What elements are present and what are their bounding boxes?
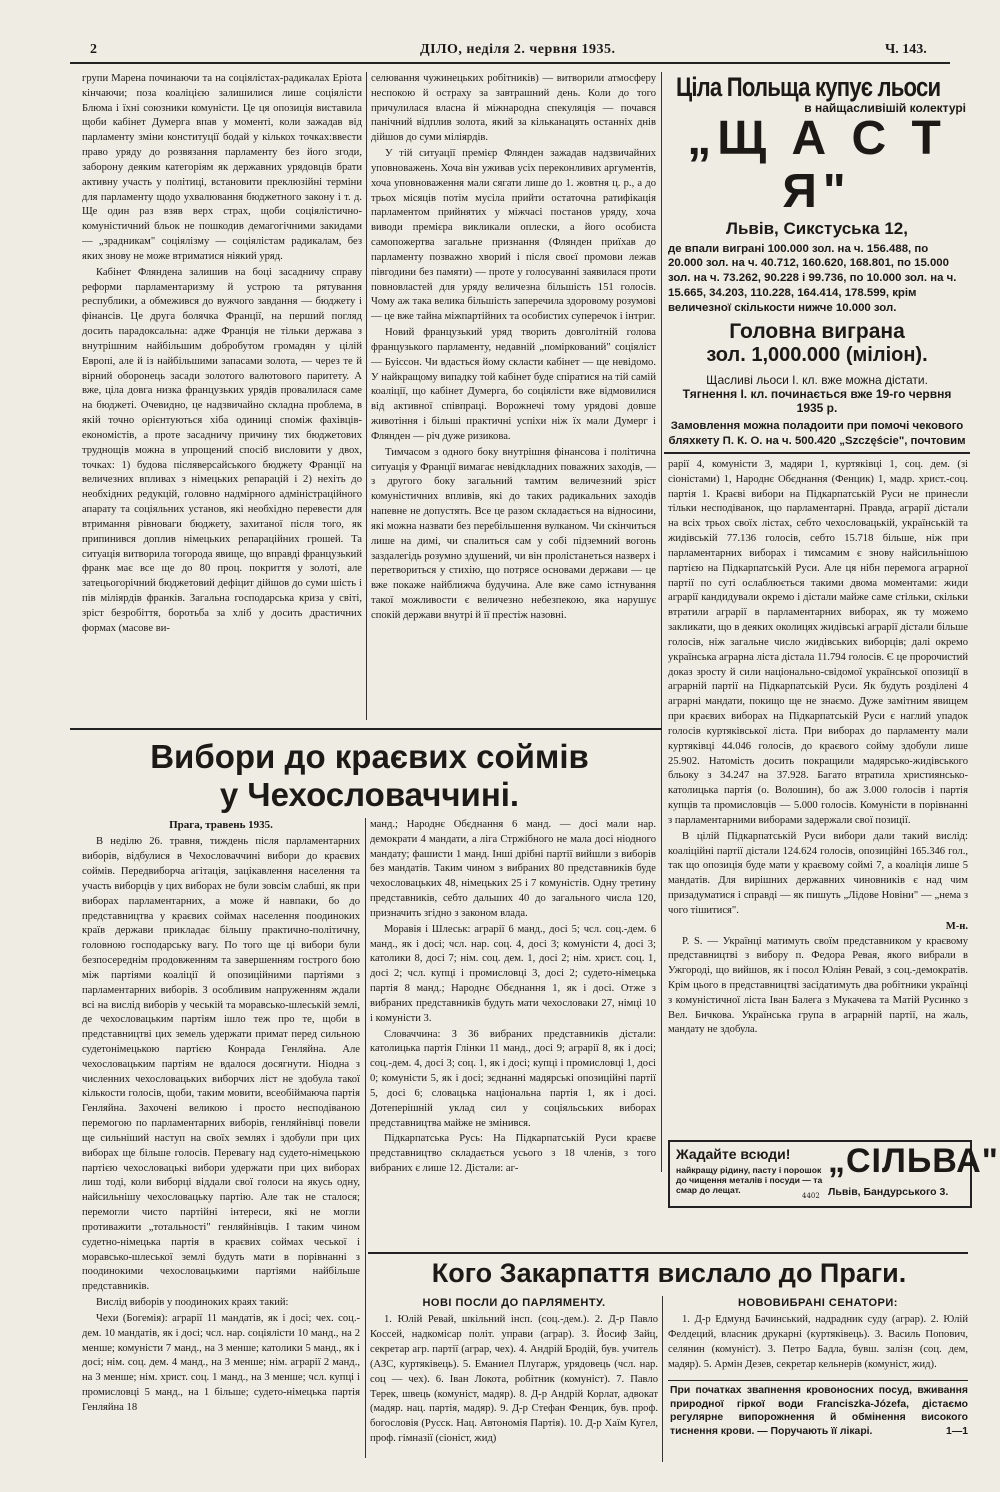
issue-number: Ч. 143. — [885, 42, 927, 57]
headline-line: у Чехословаччині. — [219, 775, 520, 813]
paragraph: манд.; Народнє Обєднання 6 манд. — досі мали нар. демократи 4 мандати, а ліга Стржібного не мала досі ніодного мандату; фашисти 1 манд. Інші дрібні партії вийшли з виборів без мандатів. Таким чином з вибраних 80 представників буде чехословацьких 48, німецьких 25 і 7 комуністів. Одну третину представників, себто дальших 40 до загального числа 120, призначить згідно з законом влада. — [370, 819, 656, 919]
notice-rule — [668, 1380, 968, 1381]
paragraph: В неділю 26. травня, тиждень після парламентарних виборів, відбулися в Чехословаччині вибори до краєвих соймів. Передвиборча агітація, зацікавлення населення та участь виборців у цих виборах не були зовсім слабші, як при виборах парламентарних, а може й навпаки, бо до представництва у краєвих соймах населення поодиноких країв держави прикладає більшу практично-політичну, головною господарську вагу. По того ще ці вибори були безпосереднім продовженням та завершенням гострого бою між партіями коаліції й опозиційними партіями з парламентарних виборів. З особливим напруженням ждали всі на вислід виборів у чеській та моравсько-шлеській землі, де чехословацьким партіям ішло теж про те, щоби в представництві цих земель удержати примат перед сильною судетонімецькою партією Конрада Генляйна. Але чехословацьким партіям не вдалося досягнути. Ніодна з численних чехословацьких виборчих ліст не здобула такої кількости голосів, щоби, таким мовити, всеобіймаюча партія Генляйна. Захочені великою і просто несподіваною перемогою по парламентарних виборів, генляйнівці повели ще сильніший наступ на своїх землях і здобули при цих виборах ще більше голосів. Перевагу над судето-німецькою партією чехословацькі вибори удержати при цих виборах лиш тоді, коли виборці віддали свої голоси на якусь одну, найсильнішу чехословацьку партію. Але так не сталося; перемогли чисто партійні інтереси, які не могли противажити „тотальності" генляйнівців. І таким чином судетно-німецька партія в краєвих соймах чеської і моравсько-шлеської землі будуть мати в порівнанні з поодинокими чехословацькими партіями найбільше представників. — [82, 836, 360, 1293]
article-france-col1 — [82, 72, 362, 724]
header-rule — [70, 62, 950, 64]
ad-main-prize: Головна виграна — [729, 319, 905, 343]
ad-draw-date: Тягнення І. кл. починається вже 19-го червня 1935 р. — [682, 386, 952, 415]
senators-list — [668, 1296, 968, 1376]
silva-brand: „СІЛЬВА" — [828, 1142, 999, 1180]
ad-order-info: Замовлення можна поладоити при помочі чекового бляхкету П. К. О. на ч. 500.420 „Szczęście", почтовим — [668, 419, 966, 447]
paragraph: групи Марена починаючи та на соціялістах-радикалах Еріота кінчаючи; поза коаліцією залишилися лише соціялісти Блюма і їхні союзники комуністи. Це ця опозиція виставила щоби кабінет Думерга впав у моменті, коли зажадав від парламенту зміни конституції бодай у кількох точках:ввести право уряду до розвязання парламенту без його згоди, заборону деяким категоріям як державних урядовців брати активну участь у політиці, встановити преклюзійні терміни для парламенту щодо ухвалювання бюджетного закону і т. д. Ще один раз взяв верх страх, щоби соціялістично-комуністичний бльок не пошкодив демагогічними закидами — „зрадникам" соціялізму — соціялістам радикалам, без яких знову не може втриматися ніякий уряд. — [82, 73, 362, 262]
elections-col-a — [82, 818, 360, 1460]
paragraph: У тій ситуації премієр Флянден зажадав надзвичайних уповноважень. Хоча він уживав усіх переконливих аргументів, хоча уповноваження мали сягати лише до 1. жовтня ц. р., а до трьох місяців потім мусіла прийти остаточна ратифікація парламентом прийнятих у міжчасі постанов уряду, хоча виводи премієра викликали оплески, а його особиста самопожертва загальне признання (Флянден приїхав до парламенту позважно хворий і після своєї промови лежав півгодини без памяти) — проте у голосуванні заявилася проти повновластей для уряду величезна більшість 151 голосів. Чому аж така велика більшість заперечила здоровому розумові — це вже тайна міжпартійних та особистих суперечок і інтриг. — [371, 148, 656, 323]
page-number: 2 — [90, 42, 97, 57]
paragraph: селювання чужинецьких робітників) — витворили атмосферу неспокою й остраху за завтрашний день. Коли до того причулилася власна й міжнародна спекуляція — почався панічний відплив золота, який за кільканацять останніх днів дійшов до суми міліярдів. — [371, 73, 656, 144]
article-france-col2 — [371, 72, 656, 724]
ad-address: Львів, Сикстуська 12, — [726, 218, 908, 238]
paragraph: В цілій Підкарпатській Руси вибори дали такий вислід: коаліційні партії дістали 124.624 голосів, опозиційні 165.346 гол., так що опозиція буде мати у краєвому соймі 7, а коаліція лише 5 мандатів. Для вирішних державних чиновників є над чим призадуматися і справді — як пишуть „Лідове Новіни" — „нема з чого тішитися". — [668, 830, 968, 916]
masthead: ДІЛО, неділя 2. червня 1935. — [420, 42, 616, 57]
paragraph: Моравія і Шлеськ: аграрії 6 манд., досі 5; чсл. соц.-дем. 6 манд., як і досі; чсл. нар. соц. 4, досі 3; комуністи 4, досі 3; католики 8, досі 7; нім. соц. дем. 1, досі 2; нім. христ. соц. 1, досі 2; чсл. купці і промисловці 3, досі 2; судето-німецька партія 8 манд.; Народнє Обєднання 1, як і досі. Отже з вибраних представників будуть мати чехословаки 27, німці 10 і комуністи 3. — [370, 923, 656, 1024]
section-rule — [70, 728, 662, 730]
paragraph: Новий французький уряд творить довголітній голова французького парламенту, недавній „поміркований" соціяліст — Буіссон. Чи вдасться йому скласти кабінет — ще невідомо. У найкращому випадку той кабінет буде спіратися на тій самій коаліції, що кабінет Думерга, бо соціялісти вже відмовилися від активної співпраці. Ворожнечі тому урядові довше животіння і більші практичні успіхи ніж їх мали Думерг і Флянден — річ дуже ризикова. — [371, 327, 656, 442]
paragraph: Кабінет Фляндена залишив на боці засадничу справу реформи парламентаризму й устрою та рятування республики, а обмежився до вужчого завдання — бюджету і фінансів. Це друга болячка Франції, на перший погляд досить парадоксальна: адже Франція не тільки держава з внутрішним найбільшим добробутом громадян у цілій Европі, але й із найбільшими запасами золота, — через те й вірний оборонець засади золотого валютового паритету. А вже, ціла довга низка французьких урядів провалилася саме на бюджеті. Очевидно, це надзвичайно складна проблема, в якій точно орієнтуються хіба одиниці споміж фахівців-економістів, а проте засадничу причину тих бюджетових труднощів можна в упрощений спосіб висловити у двох, точках: 1) будова післяверсайського бюджету Франції на величезних впливах з німецьких репарацій і 2) нехіть до необхідних редукцій, головно надмірного адміністраційного апарату та соціяльних установ, які необхідно перевести для втримання рівноваги бюджету, захитаної після того, як припинився доплив німецьких репараційних грошей. Та ситуація витворила тогорода явище, що вправді французький франк має все ще до 80 проц. покриття у золоті, але затецьогорічний бюджетовий дефіцит дійшов до суми шість і пів міліярдів франків. Загальна господарська криза у світі, зріст безробіття, боротьба за хліб у досить драстичних формах (масове ви- — [82, 266, 362, 634]
deputies-text: 1. Юлій Ревай, шкільний інсп. (соц.-дем.). 2. Д-р Павло Коссей, надкомісар політ. управи (аграр). 3. Йосиф Зайц, секретар агр. партії (аграр, чех). 4. Андрій Бродій, був. учитель (АЗС, куртяківець). 5. Еманиел Плугарж, урядовець (чсл. нар. соц — чех). 6. Іван Локота, робітник (комуніст). 7. Павло Терек, швець (комуніст, мадяр). 8. Д-р Андрій Корлат, адвокат (мадяр. нац. партія, мадяр). 9. Д-р Стефан Фенцик, був. проф. богословія (Русск. Нац. Автономія Партія). 10. Д-р Хаїм Кугел, проф. гімназії (сіоніст, жид) — [370, 1314, 658, 1445]
senators-text: 1. Д-р Едмунд Бачинський, надрадник суду (аграр). 2. Юлій Фелдеций, власник друкарні (куртяківець). 3. Василь Попович, селянин (комуніст). 3. Петро Бадла, бувш. залізн (соц. дем, мадяр). 5. Армін Дезев, секретар кельнерів (комуніст, жид). — [668, 1314, 968, 1370]
column-divider — [365, 818, 366, 1458]
headline-line: Вибори до краєвих соймів — [150, 738, 589, 775]
column-divider — [661, 72, 662, 1172]
paragraph: Р. S. — Українці матимуть своїм представником у краєвому представництві з вибору п. Федора Ревая, якого вибрали в Ужгороді, що вийшов, як і посол Юліян Ревай, з соц.-демократів. Крім цього в представництві засідатимуть два робітники українці з комуністичної ліста Іван Балега з Мукачева та Матій Русинко з Вел. Бичкова. Українська група в аграрній партії, на жаль, мандату не здобула. — [668, 935, 968, 1036]
elections-col-b — [370, 818, 656, 1250]
ad-subtitle: в найщасливішій колектурі — [804, 101, 966, 115]
paragraph: Чехи (Богемія): аграрії 11 мандатів, як і досі; чех. соц.-дем. 10 мандатів, як і досі; чсл. нар. соціялісти 10 манд., на 2 менше; комуністи 7 манд., на 3 менше; католики 5 манд., як і досі; нім. соц. дем. 4 манд., на 3 менше; нім. аграрії 2 манд., на 3 менше; нім. христ. соц. 1 манд., на 3 менше; чсл. купці і промисловці 5 манд., на 1 більше; судето-німецька партія Генляйна 18 — [82, 1312, 360, 1413]
paragraph: Тимчасом з одного боку внутрішня фінансова і політична ситуація у Франції вимагає невідкладних поважних заходів, — з другого боку загальний тамтим величезний зріст комуністичних впливів, які до таких радикальних заходів напевне не допустять. Все це разом складається на відносини, які можна назвати без перебільшення вулканом. Чи скінчиться лише на димі, чи спалиться сам у собі підземний вогонь заздалегідь розумно здушений, чи він пролістанеться назверх і перетвориться у стихію, що потрясе основами держави — це вже покаже найближча будучина. Але вже само істнування такої можливости є величезно небезпекою, яка нарушує спокій держави внутрі й її престіж назовні. — [371, 446, 656, 621]
ad-title: Ціла Польща купує льоси — [676, 72, 941, 102]
section-rule — [368, 1252, 968, 1254]
paragraph: Підкарпатська Русь: На Підкарпатській Руси краєве представництво складається усього з 18 членів, з того вибраних є лише 12. Дістали: аг- — [370, 1133, 656, 1175]
paragraph: Словаччина: З 36 вибраних представників дістали: католицька партія Глінки 11 манд., досі 9; аграрії 8, як і досі; соц.-дем. 4, досі 3; соц. 1, як і досі; купці і промисловці 1, досі 0; комуністи 5, як і досі; зєднанні мадярські опозиційні партії 5, досі 6; словацька національна партія 1, як і досі. Дотеперішній уклад сил у соціяльських виборах представництва майже не змінився. — [370, 1028, 656, 1129]
lottery-ad — [668, 72, 966, 450]
ad-available: Щасливі льоси І. кл. вже можна дістати. — [706, 372, 928, 387]
elections-headline — [82, 738, 657, 814]
carpathia-headline: Кого Закарпаття вислало до Праги. — [431, 1258, 907, 1288]
silva-desc: найкращу рідину, пасту і порошок до чищення металів і посуди — та смар до лещат. — [676, 1165, 823, 1195]
silva-address: Львів, Бандурського 3. — [828, 1186, 949, 1198]
silva-call: Жадайте всюди! — [676, 1146, 791, 1162]
silva-code: 4402 — [802, 1192, 820, 1200]
column-divider — [366, 72, 367, 720]
deputies-heading: НОВІ ПОСЛИ ДО ПАРЛЯМЕНТУ. — [422, 1297, 606, 1309]
senators-heading: НОВОВИБРАНІ СЕНАТОРИ: — [738, 1297, 898, 1309]
ad-rule — [664, 452, 970, 454]
paragraph: Вислід виборів у поодиноких краях такий: — [96, 1297, 289, 1309]
paragraph: рарії 4, комуністи 3, мадяри 1, куртяківці 1, соц. дем. (зі сіоністами) 1, Народнє Обєднання (Фенцик) 1, мадр. христ.-соц. партія 1. Краєві вибори на Підкарпатській Руси не принесли тільки несподіванок, що парламентарні. Правда, аграрії дістали на всіх трьох своїх лістах, себто чехословацькій, українській та жидівській 77.136 голосів, себто 15.718 більше, ніж при парламентарних виборах і тимсамим є знову найсильнішою партією на Підкарпатській Руси. Але ця нібн перемога аграрної партії по суті ослаблюється такими двома моментами: жиди аграрії кандидували окремо і дістали майже саме стільки, скільки втратили аграрії в парламентарних виборах, як ту можемо закликати, що в деяких околицях жидівські аграрії дістали більше голосів, ніж загальне число жидівських виборців; далі окремо українська аграрна ліста дістала 11.794 голосів. Є це пророчистий доказ зросту й сили національно-свідомої української опозиції в аграрній партії на Підкарпатській Руси. Як будуть розділені 4 аграрні мандати, покищо ще не знаємо. Дуже замітним явищем при краєвих виборах на Підкарпатській Руси є наглий упадок голосів куртяківської ліста. При виборах до парламенту мали куртяківці 44.046 голосів, до краєвого сойму здобули лише 25.902. Натомість досить покращили мадярсько-жидівського бльоку з 34.247 на 37.928. Багато втратила християнсько-католицька партія (о. Волошин), бо аж 3.000 голосів і партія купців та промисловців — 5.000 голосів. Комуністи в порівнанні з парламентарними виборами задержали свої позиції. — [668, 459, 968, 826]
ad-brand: „Щ А С Т Я" — [687, 112, 947, 218]
signature: М-н. — [945, 920, 968, 932]
deputies-list — [370, 1296, 658, 1466]
ad-winners: де впали виграні 100.000 зол. на ч. 156.488, по 20.000 зол. на ч. 40.712, 160.620, 168.801, по 15.000 зол. на ч. 73.262, 90.228 і 99.736, по 10.000 зол. на ч. 15.665, 34.203, 110.228, 164.414, 178.599, крім величезної скількости нижче 10.000 зол. — [668, 242, 957, 314]
article-elections-continued — [668, 458, 968, 1148]
notice-text: При початках звапнення кровоносних посуд, вживання природної гіркої води Franciszka-Józefa, дістаємо регулярне випорожнення й обмінення високого тиснення крови. — Поручають її лікарі. — [670, 1385, 968, 1437]
mineral-water-notice — [670, 1384, 968, 1460]
notice-code: 1—1 — [946, 1425, 968, 1437]
dateline: Прага, травень 1935. — [169, 819, 273, 831]
column-divider — [662, 1296, 663, 1462]
silva-ad — [668, 1140, 999, 1208]
ad-main-prize-amount: зол. 1,000.000 (міліон). — [706, 343, 928, 366]
